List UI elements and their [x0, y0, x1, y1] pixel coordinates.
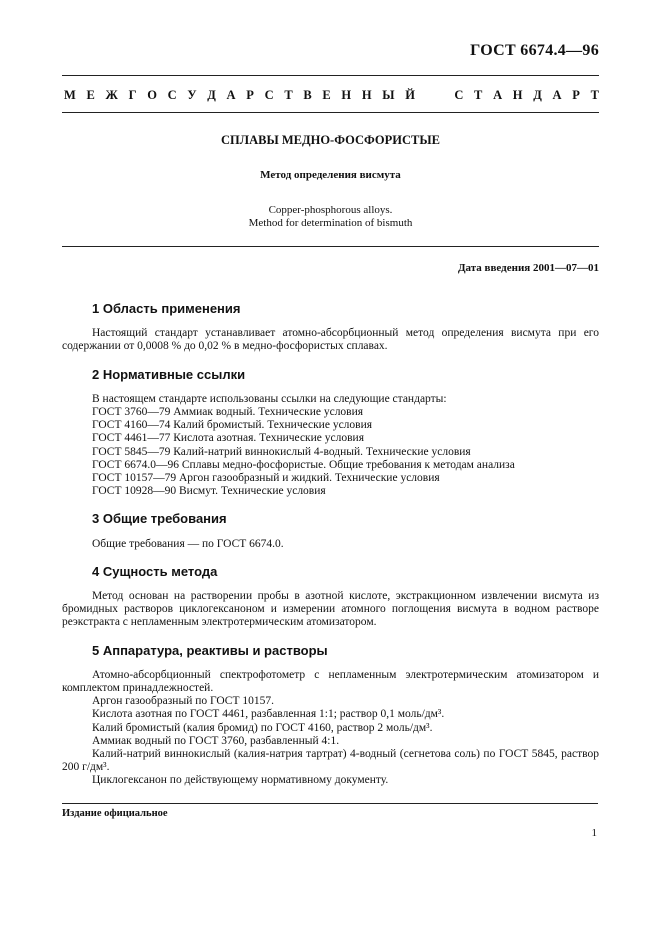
page-number: 1: [591, 827, 597, 839]
english-title: [62, 204, 599, 230]
section-heading: 3 Общие требования: [92, 511, 227, 527]
reference-line: ГОСТ 4461—77 Кислота азотная. Технические условия: [92, 432, 364, 445]
section-paragraph: Метод основан на растворении пробы в азотной кислоте, экстракционном извлечении висмута из бромидных растворов циклогексаноном и измерении атомного поглощения висмута в водном растворе реэкстракта с непламенным электротермическим атомизатором.: [62, 590, 599, 629]
standard-letter: А: [552, 88, 562, 102]
edition-note: Издание официальное: [62, 808, 168, 819]
section-method-essence: [62, 565, 599, 630]
standard-letter: Н: [512, 88, 523, 102]
standard-letter: М: [64, 88, 76, 102]
header-rule-top: [62, 75, 599, 76]
document-number: ГОСТ 6674.4—96: [470, 42, 599, 59]
english-title-line-2: Method for determination of bismuth: [248, 217, 413, 229]
document-body: [62, 302, 599, 802]
standard-letter: Ж: [105, 88, 118, 102]
standard-letter: Р: [246, 88, 254, 102]
reference-line: ГОСТ 4160—74 Калий бромистый. Технические условия: [92, 419, 373, 432]
reference-line: В настоящем стандарте использованы ссылки на следующие стандарты:: [92, 392, 447, 405]
reference-line: ГОСТ 6674.0—96 Сплавы медно-фосфористые. Общие требования к методам анализа: [92, 458, 515, 471]
standard-letter: С: [454, 88, 464, 102]
standard-letter: В: [303, 88, 312, 102]
section-normative-references: [62, 368, 599, 499]
document-title: СПЛАВЫ МЕДНО-ФОСФОРИСТЫЕ: [221, 133, 440, 147]
section-paragraph: Аргон газообразный по ГОСТ 10157.: [92, 695, 275, 708]
reference-line: ГОСТ 3760—79 Аммиак водный. Технические условия: [92, 406, 364, 419]
section-scope: [62, 302, 599, 354]
section-general-requirements: [62, 512, 599, 550]
standard-type-line: [64, 88, 599, 103]
standard-letter: С: [167, 88, 177, 102]
standard-letter: Т: [590, 88, 599, 102]
standard-letter: Т: [284, 88, 293, 102]
reference-line: ГОСТ 5845—79 Калий-натрий виннокислый 4-водный. Технические условия: [92, 445, 471, 458]
reference-line: ГОСТ 10928—90 Висмут. Технические условия: [92, 485, 326, 498]
standard-letter: Т: [474, 88, 483, 102]
introduction-date: Дата введения 2001—07—01: [457, 262, 599, 274]
standard-letter: Й: [405, 88, 415, 102]
section-paragraph: Калий-натрий виннокислый (калия-натрия тартрат) 4-водный (сегнетова соль) по ГОСТ 5845, раствор 200 г/дм³.: [62, 748, 599, 774]
section-paragraph: Настоящий стандарт устанавливает атомно-абсорбционный метод определения висмута при его содержании от 0,0008 % до 0,02 % в медно-фосфористых сплавах.: [62, 327, 599, 353]
title-rule: [62, 246, 599, 247]
standard-letter: А: [226, 88, 236, 102]
standard-letter: Н: [341, 88, 352, 102]
reference-line: ГОСТ 10157—79 Аргон газообразный и жидкий. Технические условия: [92, 472, 440, 485]
word-gap: [426, 88, 444, 103]
standard-letter: Д: [533, 88, 542, 102]
standard-letter: Н: [361, 88, 372, 102]
section-paragraph: Аммиак водный по ГОСТ 3760, разбавленный 4:1.: [92, 734, 340, 747]
header-rule-bottom: [62, 112, 599, 113]
section-paragraph: Общие требования — по ГОСТ 6674.0.: [92, 537, 284, 550]
section-heading: 5 Аппаратура, реактивы и растворы: [92, 642, 328, 658]
method-title: Метод определения висмута: [260, 169, 401, 181]
standard-letter: Е: [322, 88, 331, 102]
section-heading: 2 Нормативные ссылки: [92, 366, 246, 382]
standard-letter: Ы: [382, 88, 395, 102]
section-paragraph: Атомно-абсорбционный спектрофотометр с непламенным электротермическим атомизатором и комплектом принадлежностей.: [62, 668, 599, 695]
standard-letter: А: [493, 88, 503, 102]
english-title-line-1: Copper-phosphorous alloys.: [268, 204, 393, 216]
standard-letter: О: [147, 88, 157, 102]
footer-rule: [62, 803, 598, 804]
standard-letter: Г: [128, 88, 137, 102]
standard-letter: Р: [572, 88, 580, 102]
section-paragraph: Кислота азотная по ГОСТ 4461, разбавленная 1:1; раствор 0,1 моль/дм³.: [92, 708, 445, 721]
section-paragraph: Калий бромистый (калия бромид) по ГОСТ 4160, раствор 2 моль/дм³.: [92, 721, 433, 734]
section-paragraph: Циклогексанон по действующему нормативному документу.: [92, 774, 389, 787]
section-apparatus-reagents: [62, 644, 599, 788]
section-heading: 4 Сущность метода: [92, 563, 218, 579]
section-heading: 1 Область применения: [92, 301, 241, 316]
standard-letter: У: [187, 88, 197, 102]
standard-letter: С: [264, 88, 274, 102]
standard-letter: Д: [207, 88, 216, 102]
standard-letter: Е: [86, 88, 95, 102]
